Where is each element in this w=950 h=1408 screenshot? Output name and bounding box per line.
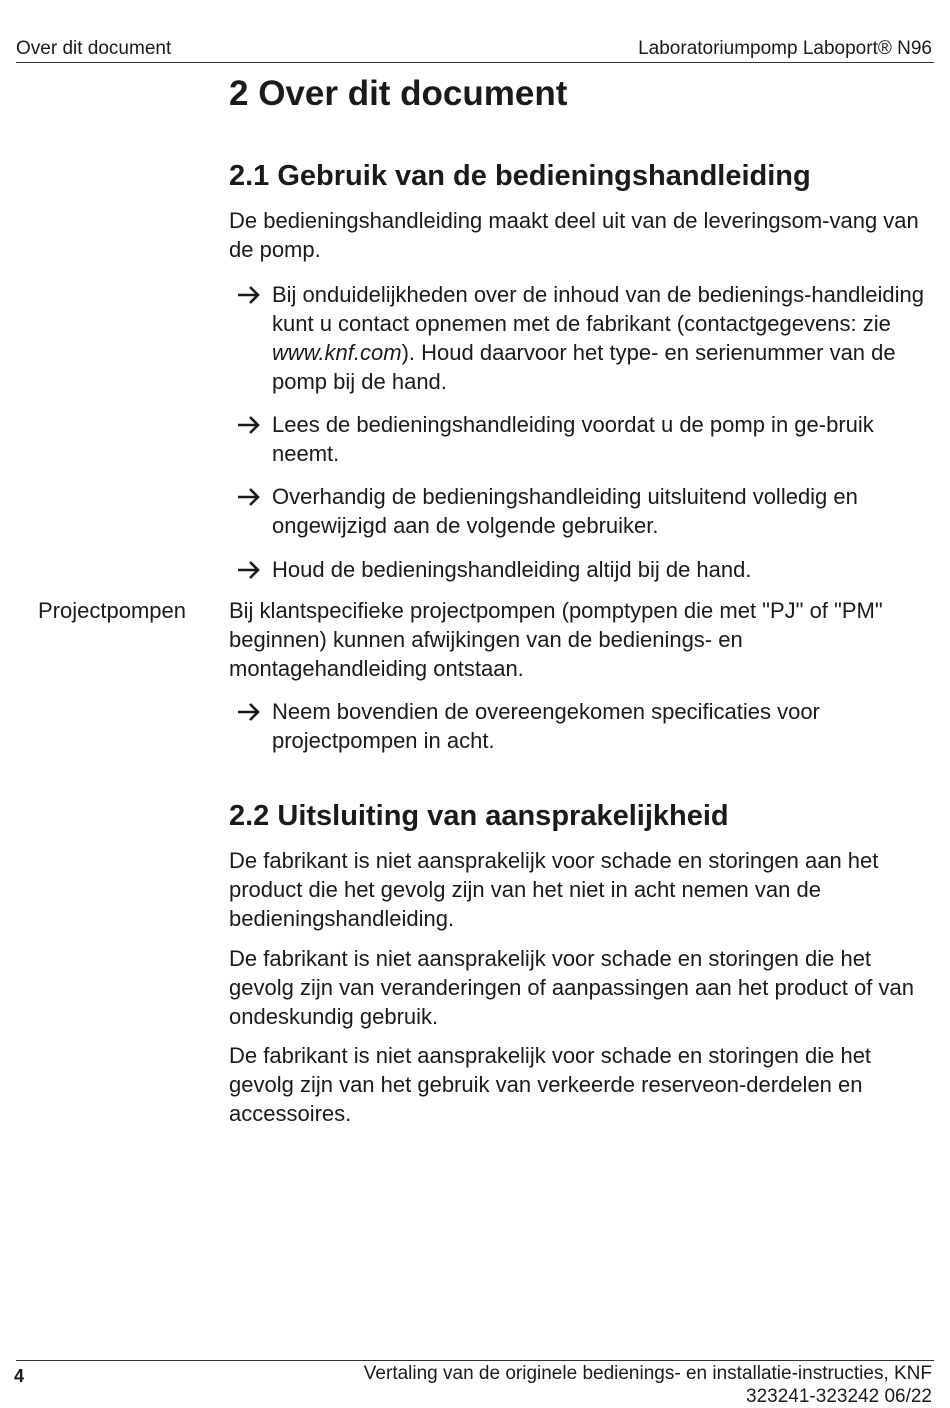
bullet-text: Overhandig de bedieningshandleiding uitsluitend volledig en ongewijzigd aan de volgende gebruiker. — [272, 484, 858, 538]
arrow-right-icon — [236, 482, 272, 540]
liability-paragraph: De fabrikant is niet aansprakelijk voor schade en storingen die het gevolg zijn van veranderingen of aanpassingen aan het product of van ondeskundig gebruik. — [229, 946, 914, 1029]
bullet-item — [236, 482, 926, 540]
footer-line-1: Vertaling van de originele bedienings- en installatie-instructies, KNF — [363, 1363, 932, 1384]
section-heading-2-1: 2.1 Gebruik van de bedieningshandleiding — [229, 160, 811, 192]
arrow-right-icon — [236, 697, 272, 755]
bullet-item — [236, 697, 926, 755]
website-link[interactable]: www.knf.com — [272, 340, 402, 365]
bullet-item — [236, 410, 926, 468]
bullet-item — [236, 555, 926, 584]
bullet-text: Neem bovendien de overeengekomen specificaties voor projectpompen in acht. — [272, 699, 820, 753]
bullet-text: Bij onduidelijkheden over de inhoud van de bedienings-handleiding kunt u contact opnemen met de fabrikant (contactgegevens: zie www.knf.com). Houd daarvoor het type- en serienummer van de pomp bij de hand. — [272, 282, 924, 394]
intro-paragraph: De bedieningshandleiding maakt deel uit van de leveringsom-vang van de pomp. — [229, 208, 919, 262]
page-title: 2 Over dit document — [229, 74, 568, 113]
footer-line-2: 323241-323242 06/22 — [746, 1386, 932, 1407]
page-number: 4 — [14, 1366, 25, 1386]
header-left: Over dit document — [16, 38, 172, 59]
arrow-right-icon — [236, 280, 272, 396]
liability-paragraph: De fabrikant is niet aansprakelijk voor schade en storingen aan het product die het gevolg zijn van het niet in acht nemen van de bedieningshandleiding. — [229, 848, 879, 931]
liability-paragraph: De fabrikant is niet aansprakelijk voor schade en storingen die het gevolg zijn van het gebruik van verkeerde reserveon-derdelen en accessoires. — [229, 1043, 872, 1126]
bullet-text: Houd de bedieningshandleiding altijd bij de hand. — [272, 557, 752, 582]
arrow-right-icon — [236, 410, 272, 468]
section-heading-2-2: 2.2 Uitsluiting van aansprakelijkheid — [229, 800, 729, 832]
header-rule — [16, 62, 934, 63]
bullet-item — [236, 280, 926, 396]
project-paragraph: Bij klantspecifieke projectpompen (pomptypen die met "PJ" of "PM" beginnen) kunnen afwijkingen van de bedienings- en montagehandleiding ontstaan. — [229, 598, 883, 681]
footer-text — [364, 1362, 932, 1408]
side-label: Projectpompen — [38, 598, 186, 623]
header-right: Laboratoriumpomp Laboport® N96 — [638, 38, 932, 59]
bullet-text: Lees de bedieningshandleiding voordat u de pomp in ge-bruik neemt. — [272, 412, 874, 466]
footer-rule — [16, 1360, 934, 1361]
arrow-right-icon — [236, 555, 272, 584]
